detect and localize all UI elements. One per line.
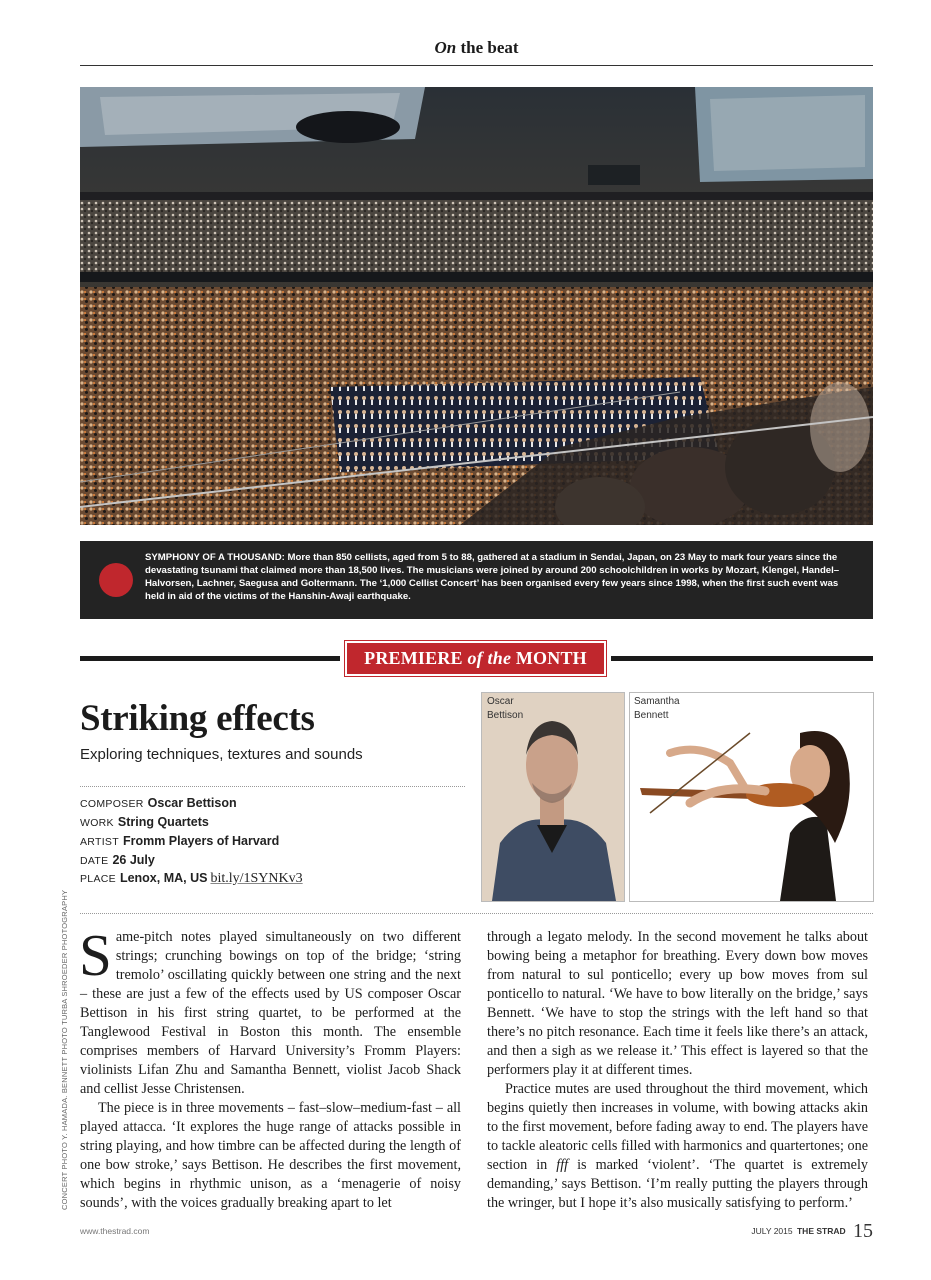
portrait-label-line: Bettison <box>487 710 524 721</box>
drop-cap: S <box>79 922 112 988</box>
portrait-label-line: Bennett <box>634 710 669 721</box>
section-header-italic: On <box>434 38 457 57</box>
magazine-name: THE STRAD <box>796 1226 846 1236</box>
body-paragraph: through a legato melody. In the second movement he talks about bowing being a metaphor for breathing. Every down bow moves from natural to sul ponticello; every up bow moves from sul ponticello to natural. ‘We have to bow literally on the bridge,’ says Bennett. ‘We have to stop the strings with the left hand so that there’s no pitch resonance. Each time it feels like there’s an attack, and then a sigh as we release it.’ This effect is layered so that the performers play it at different times. <box>487 929 868 1078</box>
portrait-label-line: Oscar <box>487 696 514 707</box>
banner-part1: PREMIERE <box>364 648 463 668</box>
fact-work <box>80 815 209 829</box>
fact-date <box>80 853 155 867</box>
portrait-label-right <box>634 695 680 723</box>
paragraph-text: is marked ‘violent’. ‘The quartet is extremely demanding,’ says Bettison. ‘I’m really putting the players through the wringer, but I hope it’s also musically satisfying to perform.’ <box>487 1157 868 1211</box>
page-folio <box>751 1220 873 1243</box>
caption-bullet-dot <box>99 563 133 597</box>
fact-composer <box>80 796 237 810</box>
body-paragraph <box>79 922 461 1099</box>
section-header-rest: the beat <box>460 38 519 57</box>
event-link[interactable]: bit.ly/1SYNKv3 <box>210 871 303 886</box>
fact-label: DATE <box>80 855 109 867</box>
banner-rule-right <box>611 656 873 661</box>
portrait-samantha-bennett <box>629 692 874 902</box>
body-paragraph: The piece is in three movements – fast–slow–medium-fast – all played attacca. ‘It explores the huge range of attacks possible in string playing, and how timbre can be affected during the length of one bow stroke,’ says Bettison. He describes the first movement, which begins in rhythmic unison, as a ‘menagerie of noisy sounds’, with the voices gradually breaking apart to let <box>80 1100 461 1211</box>
fact-place <box>80 871 303 887</box>
title-divider <box>80 786 465 787</box>
portrait-label-left <box>487 695 523 723</box>
fact-label: COMPOSER <box>80 798 144 810</box>
fact-value: Lenox, MA, US <box>119 871 208 885</box>
fact-value: Fromm Players of Harvard <box>122 834 280 848</box>
banner-part2: of the <box>467 648 512 668</box>
dynamic-marking: fff <box>556 1157 569 1173</box>
fact-label: ARTIST <box>80 836 119 848</box>
body-column-left <box>79 922 461 1213</box>
fact-value: Oscar Bettison <box>147 796 237 810</box>
header-rule <box>80 65 873 66</box>
fact-value: String Quartets <box>117 815 209 829</box>
standfirst: Exploring techniques, textures and sounds <box>80 746 363 763</box>
portrait-oscar-bettison <box>481 692 625 902</box>
issue-date: JULY 2015 <box>751 1226 793 1236</box>
photo-caption <box>145 551 857 603</box>
fact-artist <box>80 834 279 848</box>
concert-hero-photo <box>80 87 873 525</box>
body-paragraph <box>487 1080 868 1213</box>
portrait-label-line: Samantha <box>634 696 680 707</box>
banner-part3: MONTH <box>515 648 587 668</box>
photo-credit: CONCERT PHOTO Y. HAMADA. BENNETT PHOTO TURBA SHROEDER PHOTOGRAPHY <box>60 889 69 1210</box>
body-divider <box>80 913 873 914</box>
paragraph-text: Practice mutes are used throughout the third movement, which begins quietly then increases in volume, with bowing attacks akin to the first movement, before fading away to end. The players have to tackle aleatoric cells filled with harmonics and quartertones; one section in <box>487 1081 868 1173</box>
paragraph-text: ame-pitch notes played simultaneously on two different strings; crunching bowings on top of the bridge; ‘string tremolo’ oscillating quickly between one string and the next – these are just a few of the effects used by US composer Oscar Bettison in his first string quartet, to be performed at the Tanglewood Festival in Boston this month. The ensemble comprises members of Harvard University’s Fromm Players: violinists Lifan Zhu and Samantha Bennett, violist Jacob Shack and cellist Jesse Christensen. <box>80 929 461 1097</box>
section-header <box>80 38 873 58</box>
site-url[interactable]: www.thestrad.com <box>80 1226 150 1236</box>
banner-rule-left <box>80 656 340 661</box>
premiere-banner <box>347 643 604 674</box>
body-column-right <box>487 928 868 1213</box>
fact-label: WORK <box>80 817 114 829</box>
page-number: 15 <box>853 1220 873 1242</box>
caption-body: More than 850 cellists, aged from 5 to 88, gathered at a stadium in Sendai, Japan, on 23 May to mark four years since the devastating tsunami that claimed more than 18,500 lives. The musicians were joined by around 200 schoolchildren in works by Mozart, Klengel, Handel–Halvorsen, Lachner, Saegusa and Goltermann. The ‘1,000 Cellist Concert’ has been organised every few years since 1998, when the first such event was held in aid of the victims of the Hanshin-Awaji earthquake. <box>145 552 840 602</box>
headline: Striking effects <box>80 698 315 739</box>
fact-label: PLACE <box>80 873 116 885</box>
caption-lead: SYMPHONY OF A THOUSAND: <box>145 552 285 563</box>
fact-value: 26 July <box>112 853 155 867</box>
